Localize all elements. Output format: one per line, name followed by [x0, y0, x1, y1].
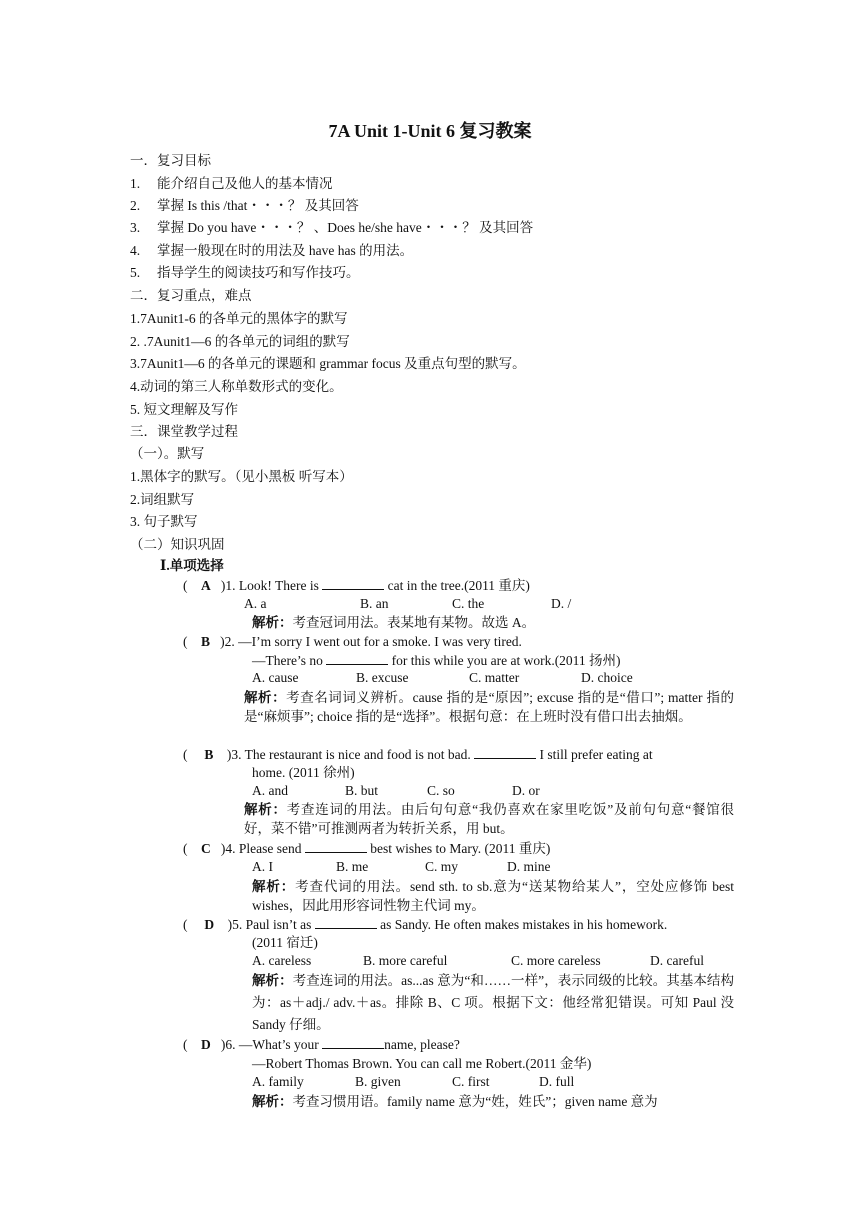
- answer-letter: D: [204, 917, 215, 932]
- answer-letter: B: [204, 747, 214, 762]
- part-label-single-choice: Ⅰ.单项选择: [160, 558, 224, 573]
- option-d: D. mine: [507, 859, 551, 874]
- question-stem: ( B )2. —I’m sorry I went out for a smoke. I was very tired.: [183, 634, 522, 649]
- question-stem: ( A )1. Look! There is cat in the tree.(2011 重庆): [183, 578, 530, 593]
- option-a: A. family: [252, 1074, 304, 1089]
- dictation-item: 3. 句子默写: [130, 514, 198, 529]
- answer-blank: [305, 840, 367, 853]
- goal-item: 4. 掌握一般现在时的用法及 have has 的用法。: [130, 243, 414, 258]
- explanation: 解析：考查连词的用法。as...as 意为“和……一样”，表示同级的比较。其基本结构为：as＋adj./ adv.＋as。排除 B、C 项。根据下文：他经常犯错误。可知 Paul 没 Sandy 仔细。: [252, 973, 734, 1032]
- section-heading-focus: 二．复习重点，难点: [130, 288, 252, 303]
- focus-item: 5. 短文理解及写作: [130, 402, 238, 417]
- answer-letter: B: [201, 634, 211, 649]
- option-a: A. I: [252, 859, 273, 874]
- explanation: 解析：考查习惯用语。family name 意为“姓，姓氏”；given name 意为: [252, 1094, 658, 1109]
- goal-item: 1. 能介绍自己及他人的基本情况: [130, 176, 333, 191]
- option-c: C. my: [425, 859, 459, 874]
- goal-item: 5. 指导学生的阅读技巧和写作技巧。: [130, 265, 360, 280]
- option-a: A. and: [252, 783, 288, 798]
- option-b: B. given: [355, 1074, 401, 1089]
- focus-item: 3.7Aunit1—6 的各单元的课题和 grammar focus 及重点句型的默写。: [130, 356, 526, 371]
- answer-blank: [322, 1036, 384, 1049]
- question-stem: ( C )4. Please send best wishes to Mary. (2011 重庆): [183, 841, 551, 856]
- answer-letter: A: [201, 578, 211, 593]
- explanation: 解析：考查冠词用法。表某地有某物。故选 A。: [252, 615, 536, 630]
- question-stem-line2: —There’s no for this while you are at work.(2011 扬州): [252, 653, 621, 668]
- option-c: C. the: [452, 596, 485, 611]
- option-c: C. so: [427, 783, 455, 798]
- answer-letter: C: [201, 841, 211, 856]
- question-stem-line2: —Robert Thomas Brown. You can call me Robert.(2011 金华): [252, 1056, 592, 1071]
- subsection-consolidation: （二）知识巩固: [130, 537, 225, 552]
- dictation-item: 1.黑体字的默写。（见小黑板 听写本）: [130, 469, 353, 484]
- focus-item: 2. .7Aunit1—6 的各单元的词组的默写: [130, 334, 350, 349]
- document-title: 7A Unit 1-Unit 6 复习教案: [328, 121, 532, 141]
- option-d: D. careful: [650, 953, 704, 968]
- question-stem: ( D )5. Paul isn’t as as Sandy. He often makes mistakes in his homework.: [183, 917, 668, 932]
- explanation: 解析：考查连词的用法。由后句句意“我仍喜欢在家里吃饭”及前句句意“餐馆很好，菜不错”可推测两者为转折关系，用 but。: [244, 802, 734, 836]
- option-d: D. /: [551, 596, 572, 611]
- option-d: D. full: [539, 1074, 575, 1089]
- option-d: D. choice: [581, 670, 633, 685]
- question-stem: ( B )3. The restaurant is nice and food is not bad. I still prefer eating at: [183, 747, 653, 762]
- option-b: B. but: [345, 783, 379, 798]
- section-heading-goals: 一．复习目标: [130, 153, 211, 168]
- focus-item: 1.7Aunit1-6 的各单元的黑体字的默写: [130, 311, 348, 326]
- option-b: B. me: [336, 859, 369, 874]
- answer-letter: D: [201, 1037, 211, 1052]
- answer-blank: [326, 652, 388, 665]
- option-d: D. or: [512, 783, 540, 798]
- dictation-item: 2.词组默写: [130, 492, 195, 507]
- goal-item: 3. 掌握 Do you have・・・？ 、Does he/she have・・・？ 及其回答: [130, 220, 534, 235]
- answer-blank: [474, 746, 536, 759]
- question-stem: ( D )6. —What’s your name, please?: [183, 1037, 460, 1052]
- option-b: B. an: [360, 596, 389, 611]
- option-c: C. matter: [469, 670, 520, 685]
- question-stem-line2: (2011 宿迁): [252, 935, 318, 950]
- option-c: C. first: [452, 1074, 490, 1089]
- option-c: C. more careless: [511, 953, 601, 968]
- answer-blank: [315, 916, 377, 929]
- answer-blank: [322, 577, 384, 590]
- explanation: 解析：考查代词的用法。send sth. to sb.意为“送某物给某人”，空处应修饰 best wishes，因此用形容词性物主代词 my。: [252, 879, 735, 913]
- section-heading-process: 三．课堂教学过程: [130, 424, 238, 439]
- question-stem-line2: home. (2011 徐州): [252, 765, 355, 780]
- subsection-dictation: （一）。默写: [130, 446, 205, 461]
- goal-item: 2. 掌握 Is this /that・・・？ 及其回答: [130, 198, 359, 213]
- option-b: B. excuse: [356, 670, 409, 685]
- focus-item: 4.动词的第三人称单数形式的变化。: [130, 379, 343, 394]
- option-a: A. a: [244, 596, 267, 611]
- option-b: B. more careful: [363, 953, 448, 968]
- explanation: 解析：考查名词词义辨析。cause 指的是“原因”; excuse 指的是“借口”; matter 指的是“麻烦事”; choice 指的是“选择”。根据句意：在上班时没有借口出去抽烟。: [244, 690, 734, 724]
- option-a: A. careless: [252, 953, 312, 968]
- option-a: A. cause: [252, 670, 299, 685]
